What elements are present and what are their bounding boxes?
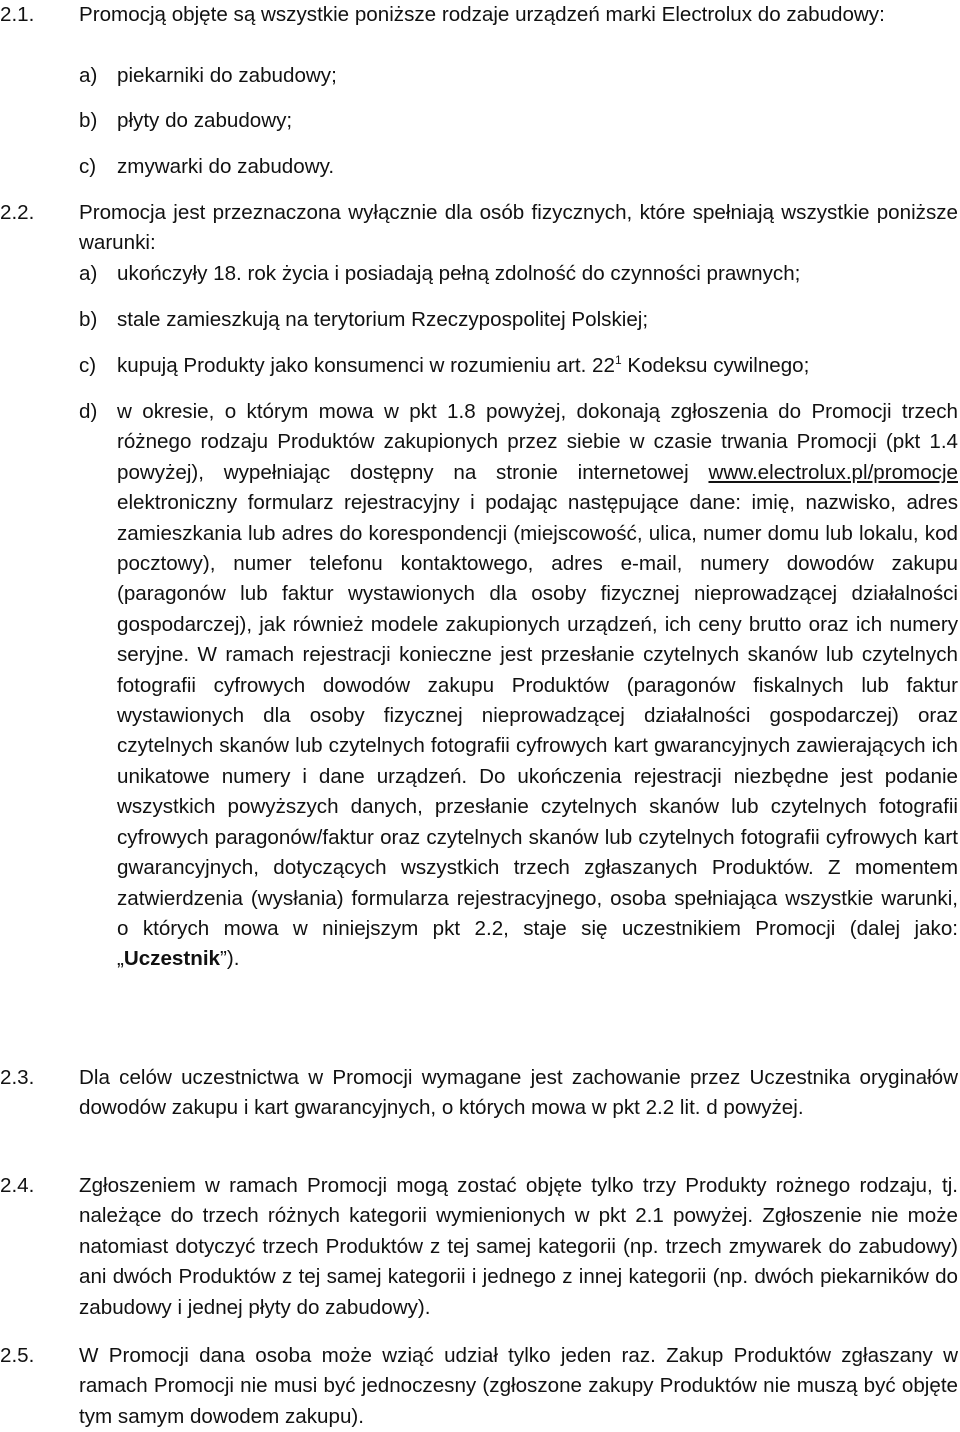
item-label: c) — [79, 354, 97, 377]
section-2-4 — [0, 1171, 958, 1323]
section-text: W Promocji dana osoba może wziąć udział tylko jeden raz. Zakup Produktów zgłaszany w ramach Promocji nie musi być jednoczesny (zgłoszone zakupy Produktów nie muszą być objęte tym samym dowodem zakupu). — [79, 1344, 958, 1428]
section-2-2 — [0, 198, 958, 259]
item-text: płyty do zabudowy; — [117, 109, 293, 132]
footnote-superscript: 1 — [614, 353, 622, 367]
section-intro: Promocja jest przeznaczona wyłącznie dla osób fizycznych, które spełniają wszystkie poniższe warunki: — [79, 201, 958, 255]
section-intro: Promocją objęte są wszystkie poniższe rodzaje urządzeń marki Electrolux do zabudowy: — [79, 3, 885, 26]
item-text: ukończyły 18. rok życia i posiadają pełną zdolność do czynności prawnych; — [117, 262, 801, 285]
item-text: piekarniki do zabudowy; — [117, 64, 337, 87]
section-number: 2.2. — [0, 201, 35, 224]
item-text: w okresie, o którym mowa w pkt 1.8 powyżej, dokonają zgłoszenia do Promocji trzech różnego rodzaju Produktów zakupionych przez siebie w czasie trwania Promocji (pkt 1.4 powyżej), wypełniając dostępny na stronie internetowej www.electrolux.pl/promocje elektroniczny formularz rejestracyjny i podając następujące dane: imię, nazwisko, adres zamieszkania lub adres do korespondencji (miejscowość, ulica, numer domu lub lokalu, kod pocztowy), numer telefonu kontaktowego, adres e-mail, numery dowodów zakupu (paragonów lub faktur wystawionych dla osoby fizycznej nieprowadzącej działalności gospodarczej), jak również modele zakupionych urządzeń, ich ceny brutto oraz ich numery seryjne. W ramach rejestracji konieczne jest przesłanie czytelnych skanów lub czytelnych fotografii cyfrowych dowodów zakupu Produktów (paragonów fiskalnych lub faktur wystawionych dla osoby fizycznej nieprowadzącej działalności gospodarczej) oraz czytelnych skanów lub czytelnych fotografii cyfrowych kart gwarancyjnych zawierających ich unikatowe numery i dane urządzeń. Do ukończenia rejestracji niezbędne jest podanie wszystkich powyższych danych, przesłanie czytelnych skanów lub czytelnych fotografii cyfrowych paragonów/faktur oraz czytelnych skanów lub czytelnych fotografii cyfrowych kart gwarancyjnych, dotyczących wszystkich trzech zgłaszanych Produktów. Z momentem zatwierdzenia (wysłania) formularza rejestracyjnego, osoba spełniająca wszystkie warunki, o których mowa w niniejszym pkt 2.2, staje się uczestnikiem Promocji (dalej jako: „Uczestnik”). — [117, 400, 958, 971]
item-label: b) — [79, 109, 98, 132]
section-2-5 — [0, 1341, 958, 1432]
list-item — [79, 305, 958, 335]
section-text: Dla celów uczestnictwa w Promocji wymagane jest zachowanie przez Uczestnika oryginałów dowodów zakupu i kart gwarancyjnych, o których mowa w pkt 2.2 lit. d powyżej. — [79, 1066, 958, 1120]
list-item — [79, 397, 958, 975]
list-item — [79, 106, 958, 136]
promo-link[interactable]: www.electrolux.pl/promocje — [708, 460, 958, 484]
section-number: 2.5. — [0, 1344, 35, 1367]
item-label: c) — [79, 155, 97, 178]
section-number: 2.4. — [0, 1174, 35, 1197]
item-text: zmywarki do zabudowy. — [117, 155, 335, 178]
item-label: a) — [79, 64, 98, 87]
item-label: d) — [79, 400, 98, 423]
item-label: a) — [79, 262, 98, 285]
section-2-1 — [0, 0, 958, 30]
list-item — [79, 351, 958, 381]
item-text: kupują Produkty jako konsumenci w rozumieniu art. $22^1$ Kodeksu cywilnego; — [117, 353, 810, 377]
list-item — [79, 152, 958, 182]
section-number: 2.1. — [0, 3, 35, 26]
uczestnik-term: Uczestnik — [123, 947, 221, 971]
item-text: stale zamieszkują na terytorium Rzeczypospolitej Polskiej; — [117, 308, 649, 331]
list-item — [79, 259, 958, 289]
section-text: Zgłoszeniem w ramach Promocji mogą zostać objęte tylko trzy Produkty rożnego rodzaju, tj. należące do trzech różnych kategorii wymienionych w pkt 2.1 powyżej. Zgłoszenie nie może natomiast dotyczyć trzech Produktów z tej samej kategorii (np. trzech zmywarek do zabudowy) ani dwóch Produktów z tej samej kategorii i jednego z innej kategorii (np. dwóch piekarników do zabudowy i jednej płyty do zabudowy). — [79, 1174, 958, 1319]
section-number: 2.3. — [0, 1066, 35, 1089]
list-item — [79, 61, 958, 91]
item-label: b) — [79, 308, 98, 331]
section-2-3 — [0, 1063, 958, 1124]
